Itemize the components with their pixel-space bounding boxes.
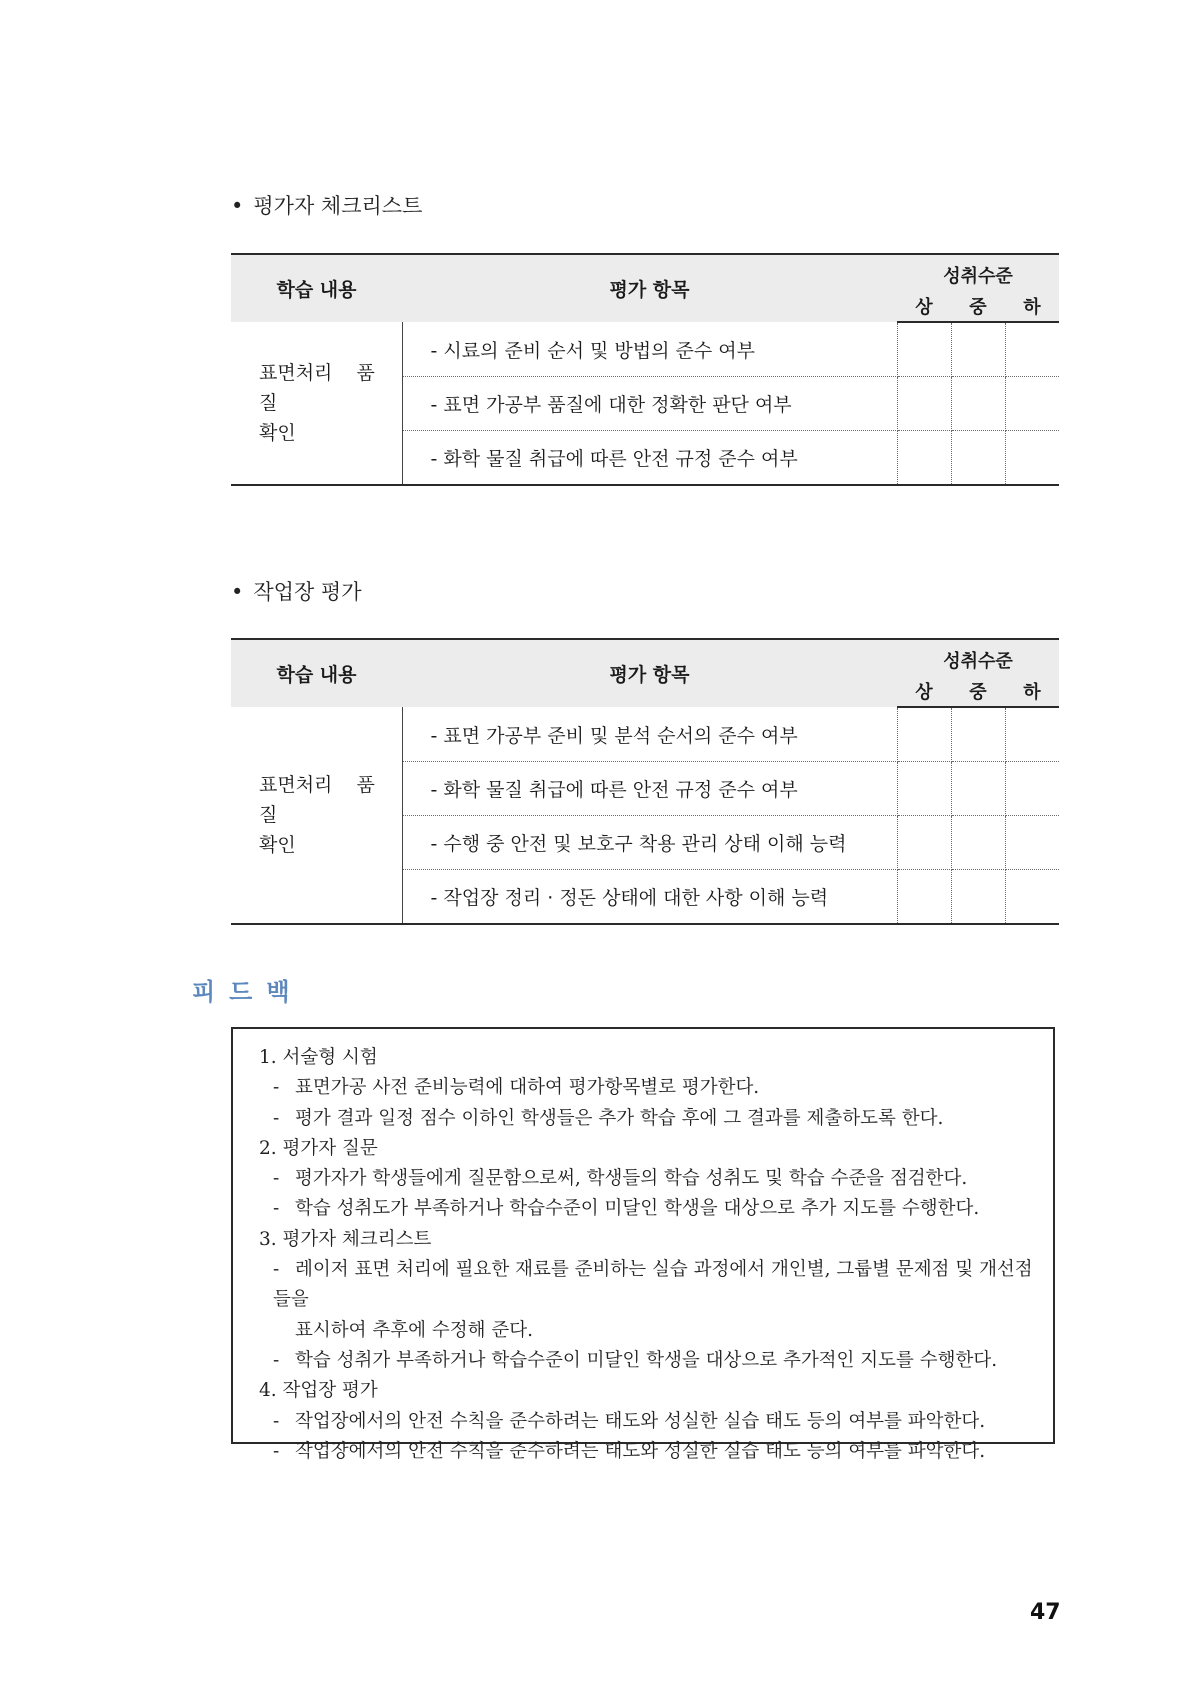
- checkbox-low[interactable]: [1005, 322, 1059, 377]
- checkbox-high[interactable]: [897, 377, 951, 431]
- feedback-item: - 작업장에서의 안전 수칙을 준수하려는 태도와 성실한 실습 태도 등의 여부를 파악한다.: [273, 1410, 986, 1432]
- header-level-low: 하: [1005, 290, 1059, 322]
- eval-item: - 표면 가공부 준비 및 분석 순서의 준수 여부: [402, 707, 897, 762]
- page-number: 47: [1030, 1600, 1061, 1625]
- feedback-item: - 학습 성취도가 부족하거나 학습수준이 미달인 학생을 대상으로 추가 지도를 수행한다.: [273, 1198, 980, 1220]
- eval-item: - 화학 물질 취급에 따른 안전 규정 준수 여부: [402, 431, 897, 486]
- checkbox-mid[interactable]: [951, 377, 1005, 431]
- feedback-item: - 표면가공 사전 준비능력에 대하여 평가항목별로 평가한다.: [273, 1077, 760, 1099]
- learning-content-line: 표면처리 품질: [259, 362, 375, 414]
- checkbox-high[interactable]: [897, 762, 951, 816]
- feedback-section: [259, 1043, 1033, 1134]
- checkbox-high[interactable]: [897, 816, 951, 870]
- workplace-table: [231, 638, 1059, 925]
- checkbox-high[interactable]: [897, 707, 951, 762]
- eval-item: - 수행 중 안전 및 보호구 착용 관리 상태 이해 능력: [402, 816, 897, 870]
- feedback-item: - 평가 결과 일정 점수 이하인 학생들은 추가 학습 후에 그 결과를 제출하도록 한다.: [273, 1107, 944, 1129]
- eval-item: - 표면 가공부 품질에 대한 정확한 판단 여부: [402, 377, 897, 431]
- learning-content-cell: [231, 322, 402, 485]
- checkbox-low[interactable]: [1005, 762, 1059, 816]
- checkbox-mid[interactable]: [951, 707, 1005, 762]
- table-row: [231, 707, 1059, 762]
- header-level-high: 상: [897, 675, 951, 707]
- checkbox-mid[interactable]: [951, 322, 1005, 377]
- feedback-section: [259, 1134, 1033, 1225]
- feedback-title: 피드백: [192, 978, 304, 1006]
- feedback-item: - 평가자가 학생들에게 질문함으로써, 학생들의 학습 성취도 및 학습 수준을 점검한다.: [273, 1168, 968, 1190]
- header-level-mid: 중: [951, 290, 1005, 322]
- eval-item: - 작업장 정리 · 정돈 상태에 대한 사항 이해 능력: [402, 870, 897, 925]
- table-row: [231, 322, 1059, 377]
- header-eval-item: 평가 항목: [402, 639, 897, 707]
- checkbox-low[interactable]: [1005, 816, 1059, 870]
- checkbox-high[interactable]: [897, 322, 951, 377]
- learning-content-line: 확인: [259, 834, 296, 856]
- feedback-section-title: 4. 작업장 평가: [259, 1380, 378, 1402]
- learning-content-line: 표면처리 품질: [259, 774, 375, 826]
- feedback-section-title: 1. 서술형 시험: [259, 1047, 378, 1068]
- header-eval-item: 평가 항목: [402, 254, 897, 322]
- checkbox-low[interactable]: [1005, 431, 1059, 486]
- checkbox-mid[interactable]: [951, 870, 1005, 925]
- feedback-section: [259, 1225, 1033, 1376]
- checkbox-high[interactable]: [897, 870, 951, 925]
- checkbox-low[interactable]: [1005, 377, 1059, 431]
- eval-item: - 시료의 준비 순서 및 방법의 준수 여부: [402, 322, 897, 377]
- header-achievement-level: 성취수준: [897, 639, 1059, 675]
- checkbox-mid[interactable]: [951, 762, 1005, 816]
- learning-content-cell: [231, 707, 402, 924]
- bullet-icon: •: [231, 194, 244, 218]
- checkbox-low[interactable]: [1005, 707, 1059, 762]
- checkbox-low[interactable]: [1005, 870, 1059, 925]
- feedback-section-title: 3. 평가자 체크리스트: [259, 1228, 432, 1250]
- feedback-section: [259, 1376, 1033, 1467]
- feedback-item: - 레이저 표면 처리에 필요한 재료를 준비하는 실습 과정에서 개인별, 그룹별 문제점 및 개선점들을 표시하여 추후에 수정해 준다.: [273, 1259, 1033, 1341]
- header-level-low: 하: [1005, 675, 1059, 707]
- bullet-icon: •: [231, 580, 244, 604]
- header-achievement-level: 성취수준: [897, 254, 1059, 290]
- header-level-high: 상: [897, 290, 951, 322]
- feedback-box: [231, 1027, 1055, 1462]
- checklist-table: [231, 253, 1059, 486]
- header-level-mid: 중: [951, 675, 1005, 707]
- workplace-heading: • 작업장 평가: [231, 580, 362, 604]
- feedback-item: - 학습 성취가 부족하거나 학습수준이 미달인 학생을 대상으로 추가적인 지도를 수행한다.: [273, 1349, 998, 1371]
- header-learning-content: 학습 내용: [231, 639, 402, 707]
- checklist-heading: • 평가자 체크리스트: [231, 194, 423, 218]
- header-learning-content: 학습 내용: [231, 254, 402, 322]
- learning-content-line: 확인: [259, 422, 296, 444]
- checkbox-high[interactable]: [897, 431, 951, 486]
- feedback-item: - 작업장에서의 안전 수칙을 준수하려는 태도와 성실한 실습 태도 등의 여부를 파악한다.: [273, 1440, 986, 1462]
- checkbox-mid[interactable]: [951, 431, 1005, 486]
- feedback-section-title: 2. 평가자 질문: [259, 1137, 378, 1159]
- eval-item: - 화학 물질 취급에 따른 안전 규정 준수 여부: [402, 762, 897, 816]
- checkbox-mid[interactable]: [951, 816, 1005, 870]
